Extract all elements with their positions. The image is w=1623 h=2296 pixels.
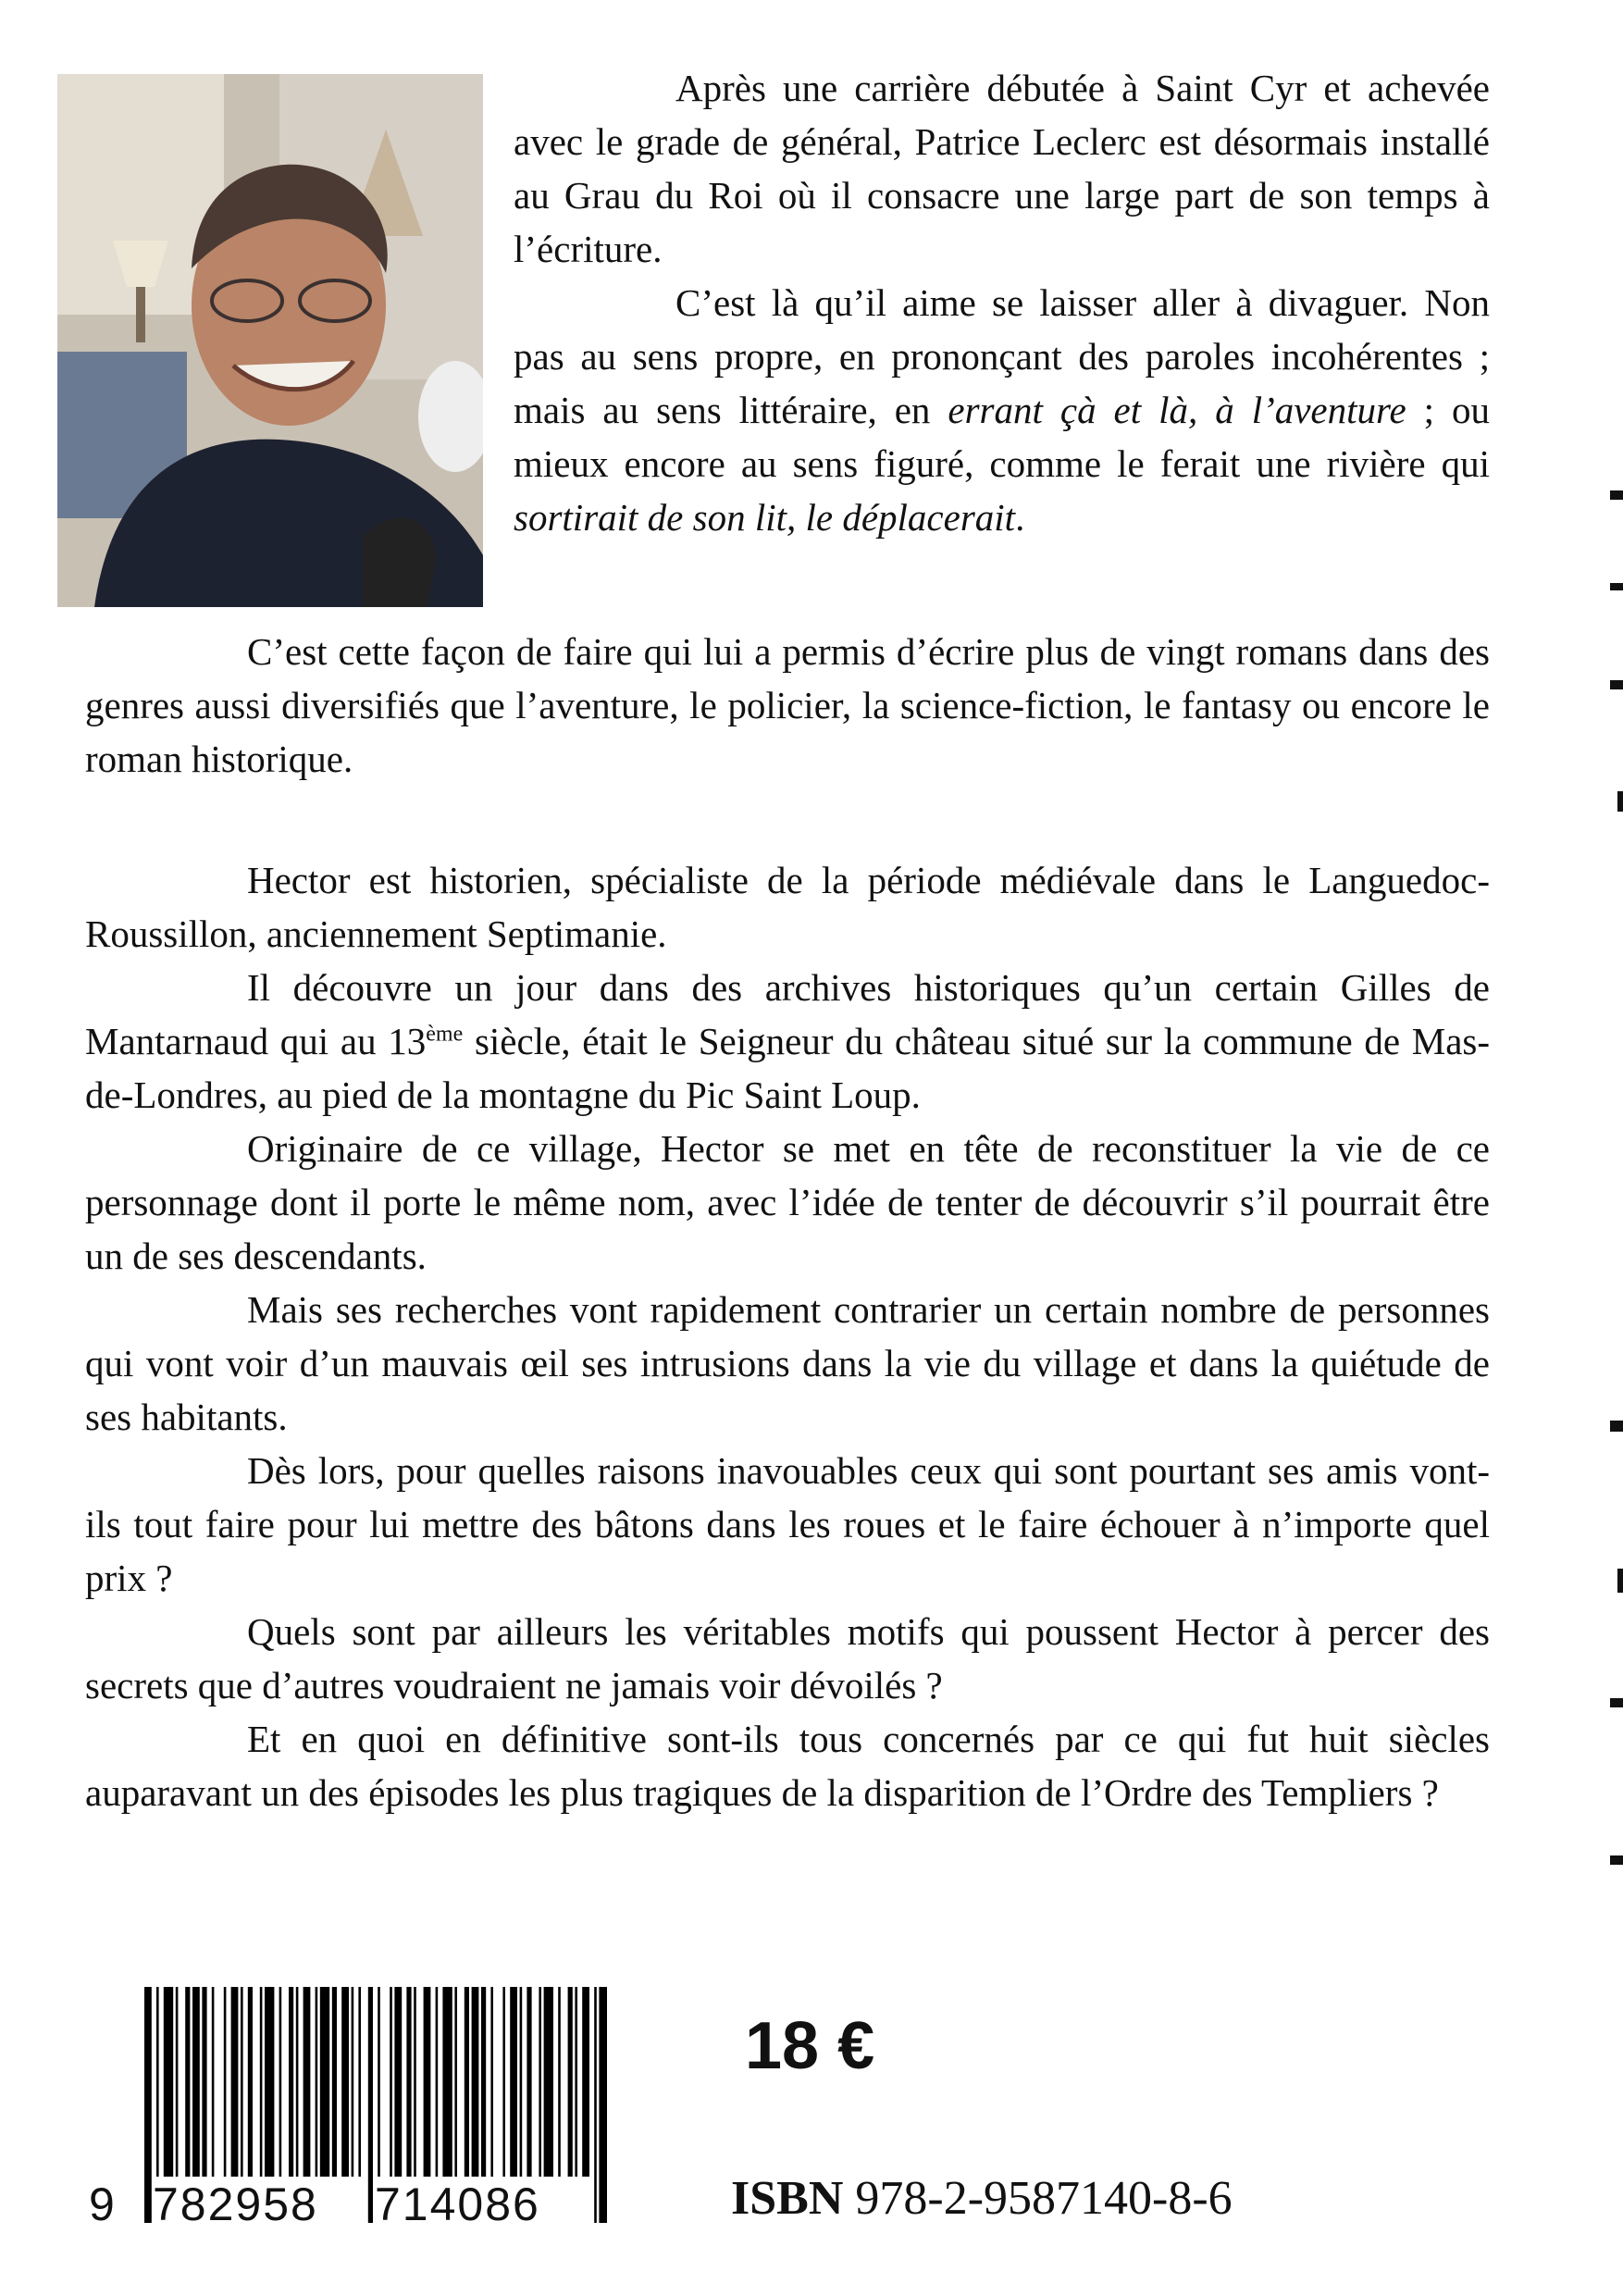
barcode-bar — [594, 1987, 597, 2223]
barcode-bar — [320, 1987, 329, 2177]
barcode-bar — [341, 1987, 349, 2177]
barcode-bar — [176, 1987, 179, 2177]
barcode-bar — [156, 1987, 159, 2177]
margin-mark — [1610, 680, 1623, 689]
barcode-bar — [465, 1987, 469, 2177]
barcode-bar — [599, 1987, 607, 2223]
author-works — [85, 625, 1490, 786]
bio-paragraph: C’est là qu’il aime se laisser aller à divaguer. Non pas au sens propre, en prononçant des paroles incohérentes ; mais au sens littéraire, en errant çà et là, à l’aventure ; ou mieux encore au sens figuré, comme le ferait une rivière qui sortirait de son lit, le déplacerait. — [514, 281, 1490, 539]
margin-mark — [1617, 791, 1623, 812]
barcode-bar — [575, 1987, 577, 2177]
barcode-bar — [358, 1987, 361, 2177]
barcode-bar — [544, 1987, 553, 2177]
barcode-bar — [224, 1987, 227, 2177]
barcode-bar — [202, 1987, 206, 2177]
barcode-digits-left: 782958 — [153, 2178, 318, 2230]
barcode-bar — [436, 1987, 439, 2177]
bio-paragraph: Après une carrière débutée à Saint Cyr et achevée avec le grade de général, Patrice Leclerc est désormais installé au Grau du Roi où il consacre une large part de son temps à l’écriture. — [514, 67, 1490, 270]
barcode-bar — [539, 1987, 541, 2177]
isbn — [731, 2171, 1233, 2226]
author-bio — [514, 61, 1490, 544]
barcode-bar — [406, 1987, 411, 2177]
author-photo — [57, 74, 483, 607]
isbn-label: ISBN — [731, 2172, 844, 2225]
barcode-bar — [332, 1987, 337, 2177]
barcode-bar — [558, 1987, 561, 2177]
barcode-bar — [520, 1987, 523, 2177]
barcode-bar — [241, 1987, 243, 2177]
barcode-bar — [296, 1987, 299, 2177]
author-portrait-illustration — [57, 74, 483, 607]
price: 18 € — [745, 2009, 875, 2083]
barcode-bar — [510, 1987, 517, 2177]
barcode-bar — [260, 1987, 263, 2177]
synopsis-paragraph: Dès lors, pour quelles raisons inavouables ceux qui sont pourtant ses amis vont-ils tout faire pour lui mettre des bâtons dans les roues et le faire échouer à n’importe quel prix ? — [85, 1449, 1490, 1599]
barcode-bar — [414, 1987, 416, 2177]
synopsis-paragraph: Originaire de ce village, Hector se met en tête de reconstituer la vie de ce personnage dont il porte le même nom, avec l’idée de tenter de découvrir s’il pourrait être un de ses descendants. — [85, 1127, 1490, 1277]
barcode-bar — [424, 1987, 431, 2177]
barcode-bar — [279, 1987, 282, 2177]
barcode-bar — [212, 1987, 215, 2177]
barcode-bar — [442, 1987, 452, 2177]
synopsis-paragraph: Mais ses recherches vont rapidement contrarier un certain nombre de personnes qui vont voir d’un mauvais œil ses intrusions dans la vie du village et dans la quiétude de ses habitants. — [85, 1288, 1490, 1438]
barcode-bar — [394, 1987, 402, 2177]
barcode-bar — [481, 1987, 486, 2177]
synopsis-paragraph: Il découvre un jour dans des archives historiques qu’un certain Gilles de Mantarnaud qui au 13ème siècle, était le Seigneur du château situé sur la commune de Mas-de-Londres, au pied de la montagne du Pic Saint Loup. — [85, 966, 1490, 1116]
barcode-bar — [192, 1987, 200, 2177]
margin-mark — [1610, 1855, 1623, 1865]
barcode-bar — [144, 1987, 152, 2223]
barcode-bar — [265, 1987, 274, 2177]
barcode-bar — [316, 1987, 318, 2177]
synopsis-paragraph: Et en quoi en définitive sont-ils tous concernés par ce qui fut huit siècles auparavant un des épisodes les plus tragiques de la disparition de l’Ordre des Templiers ? — [85, 1718, 1490, 1814]
barcode-bar — [231, 1987, 239, 2177]
margin-mark — [1610, 1421, 1623, 1432]
margin-mark — [1610, 583, 1623, 590]
barcode-bar — [568, 1987, 573, 2177]
synopsis-paragraph: Hector est historien, spécialiste de la période médiévale dans le Languedoc-Roussillon, anciennement Septimanie. — [85, 859, 1490, 955]
synopsis — [85, 853, 1490, 1819]
works-paragraph: C’est cette façon de faire qui lui a permis d’écrire plus de vingt romans dans des genres aussi diversifiés que l’aventure, le policier, la science-fiction, le fantasy ou encore le roman historique. — [85, 630, 1490, 780]
barcode-bar — [248, 1987, 253, 2177]
barcode-bar — [368, 1987, 373, 2223]
barcode-bar — [289, 1987, 293, 2177]
barcode-digits-right: 714086 — [375, 2178, 540, 2230]
barcode-bar — [352, 1987, 354, 2177]
isbn-number: 978-2-9587140-8-6 — [855, 2172, 1233, 2225]
barcode-bar — [164, 1987, 173, 2177]
barcode-bar — [502, 1987, 505, 2177]
barcode-bar — [490, 1987, 493, 2177]
barcode-bar — [390, 1987, 392, 2177]
margin-mark — [1610, 1698, 1623, 1707]
barcode-bar — [582, 1987, 589, 2177]
barcode-bar — [527, 1987, 531, 2177]
barcode-bar — [185, 1987, 190, 2177]
barcode-digit-first: 9 — [89, 2178, 117, 2230]
barcode-bar — [472, 1987, 479, 2177]
barcode-bar — [454, 1987, 457, 2177]
barcode-bar — [304, 1987, 311, 2177]
synopsis-paragraph: Quels sont par ailleurs les véritables motifs qui poussent Hector à percer des secrets que d’autres voudraient ne jamais voir dévoilés ? — [85, 1610, 1490, 1706]
margin-mark — [1610, 490, 1623, 500]
margin-mark — [1617, 1569, 1623, 1593]
